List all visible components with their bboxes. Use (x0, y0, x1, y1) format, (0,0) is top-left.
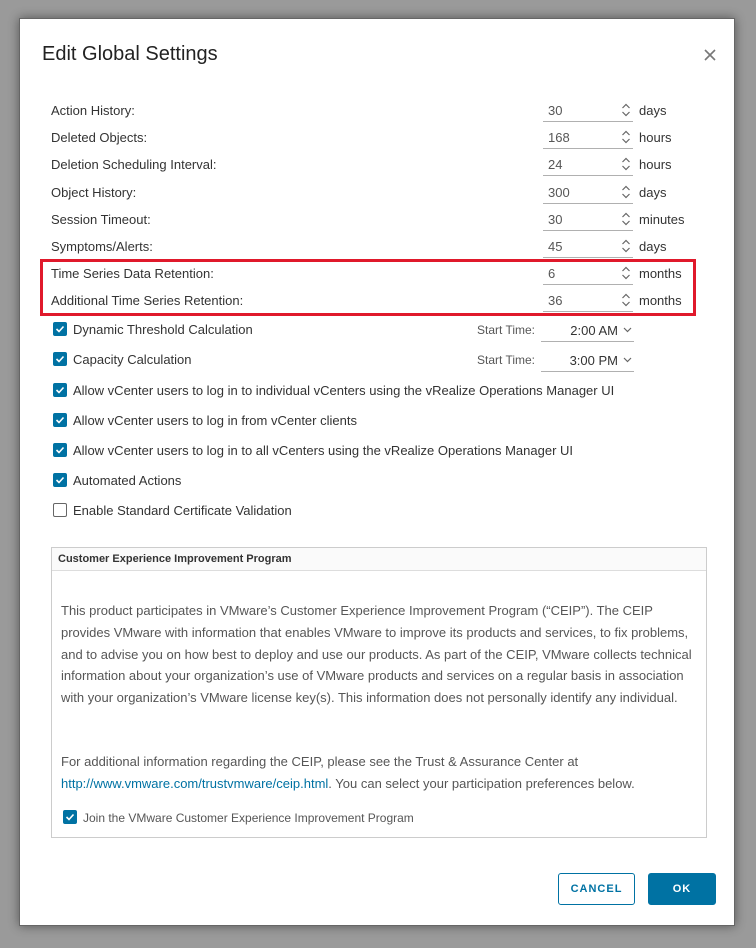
setting-unit: hours (639, 157, 672, 172)
spinner-icon[interactable] (621, 102, 631, 118)
setting-label: Action History: (51, 103, 135, 118)
capacity-calculation-time-select[interactable] (541, 350, 634, 372)
setting-row-deleted-objects (51, 127, 691, 154)
setting-row-object-history (51, 182, 691, 209)
setting-unit: hours (639, 130, 672, 145)
capacity-calculation-row (53, 350, 693, 370)
checkbox-label: Allow vCenter users to log in to all vCenters using the vRealize Operations Manager UI (73, 443, 574, 458)
object-history-input[interactable] (543, 182, 633, 204)
ceip-join-label: Join the VMware Customer Experience Improvement Program (83, 811, 414, 825)
edit-global-settings-dialog (19, 18, 735, 926)
cancel-button[interactable]: CANCEL (558, 873, 635, 905)
ceip-panel (51, 547, 707, 838)
ceip-additional-info (61, 751, 697, 795)
setting-row-deletion-scheduling-interval (51, 154, 691, 181)
ceip-description: This product participates in VMware’s Customer Experience Improvement Program (“CEIP”). The CEIP provides VMware with information that enables VMware to improve its products and services, to fix problems, and to advise you on how best to deploy and use our products. As part of the CEIP, VMware collects technical information about your organization’s use of VMware products and services on a regular basis in association with your organization’s VMware license key(s). This information does not personally identify any individual. (61, 603, 692, 706)
ceip-join-checkbox[interactable] (63, 810, 77, 824)
setting-row-action-history (51, 100, 691, 127)
dynamic-threshold-time-select[interactable] (541, 320, 634, 342)
certificate-validation-checkbox[interactable] (53, 503, 67, 517)
checkbox-label: Enable Standard Certificate Validation (73, 503, 292, 518)
start-time-label: Start Time: (477, 353, 536, 367)
time-value: 3:00 PM (569, 353, 618, 368)
deleted-objects-input[interactable] (543, 127, 633, 149)
spinner-icon[interactable] (621, 156, 631, 172)
capacity-calculation-checkbox[interactable] (53, 352, 67, 366)
spinner-icon[interactable] (621, 238, 631, 254)
spinner-icon[interactable] (621, 129, 631, 145)
setting-unit: minutes (639, 212, 685, 227)
checkbox-label: Capacity Calculation (73, 352, 192, 367)
setting-unit: days (639, 185, 667, 200)
setting-unit: months (639, 266, 682, 281)
setting-row-session-timeout (51, 209, 691, 236)
vcenter-all-login-checkbox[interactable] (53, 443, 67, 457)
time-value: 2:00 AM (570, 323, 618, 338)
close-icon[interactable] (702, 47, 718, 63)
spinner-icon[interactable] (621, 184, 631, 200)
setting-label: Symptoms/Alerts: (51, 239, 153, 254)
dynamic-threshold-checkbox[interactable] (53, 322, 67, 336)
retention-highlight-box (40, 259, 696, 316)
spinner-icon[interactable] (621, 211, 631, 227)
checkbox-label: Allow vCenter users to log in from vCenter clients (73, 413, 357, 428)
dynamic-threshold-row (53, 320, 693, 340)
setting-unit: days (639, 103, 667, 118)
chevron-down-icon (623, 357, 632, 363)
checkbox-label: Dynamic Threshold Calculation (73, 322, 253, 337)
checkbox-label: Allow vCenter users to log in to individual vCenters using the vRealize Operations Manager UI (73, 383, 615, 398)
dialog-title: Edit Global Settings (42, 43, 218, 65)
ceip-info-suffix: . You can select your participation preferences below. (328, 775, 635, 791)
setting-label: Object History: (51, 185, 137, 200)
setting-label: Deleted Objects: (51, 130, 148, 145)
start-time-label: Start Time: (477, 323, 536, 337)
setting-label: Time Series Data Retention: (51, 266, 214, 281)
ceip-header: Customer Experience Improvement Program (52, 548, 706, 571)
ok-button[interactable]: OK (648, 873, 716, 905)
action-history-input[interactable] (543, 100, 633, 122)
ceip-link[interactable]: http://www.vmware.com/trustvmware/ceip.html (61, 775, 329, 791)
ceip-info-prefix: For additional information regarding the CEIP, please see the Trust & Assurance Center at (61, 754, 579, 769)
deletion-scheduling-interval-input[interactable] (543, 154, 633, 176)
session-timeout-input[interactable] (543, 209, 633, 231)
setting-unit: days (639, 239, 667, 254)
setting-label: Additional Time Series Retention: (51, 293, 244, 308)
setting-label: Deletion Scheduling Interval: (51, 157, 217, 172)
vcenter-individual-login-checkbox[interactable] (53, 383, 67, 397)
symptoms-alerts-input[interactable] (543, 236, 633, 258)
chevron-down-icon (623, 327, 632, 333)
setting-unit: months (639, 293, 682, 308)
automated-actions-checkbox[interactable] (53, 473, 67, 487)
setting-label: Session Timeout: (51, 212, 151, 227)
vcenter-client-login-checkbox[interactable] (53, 413, 67, 427)
checkbox-label: Automated Actions (73, 473, 182, 488)
